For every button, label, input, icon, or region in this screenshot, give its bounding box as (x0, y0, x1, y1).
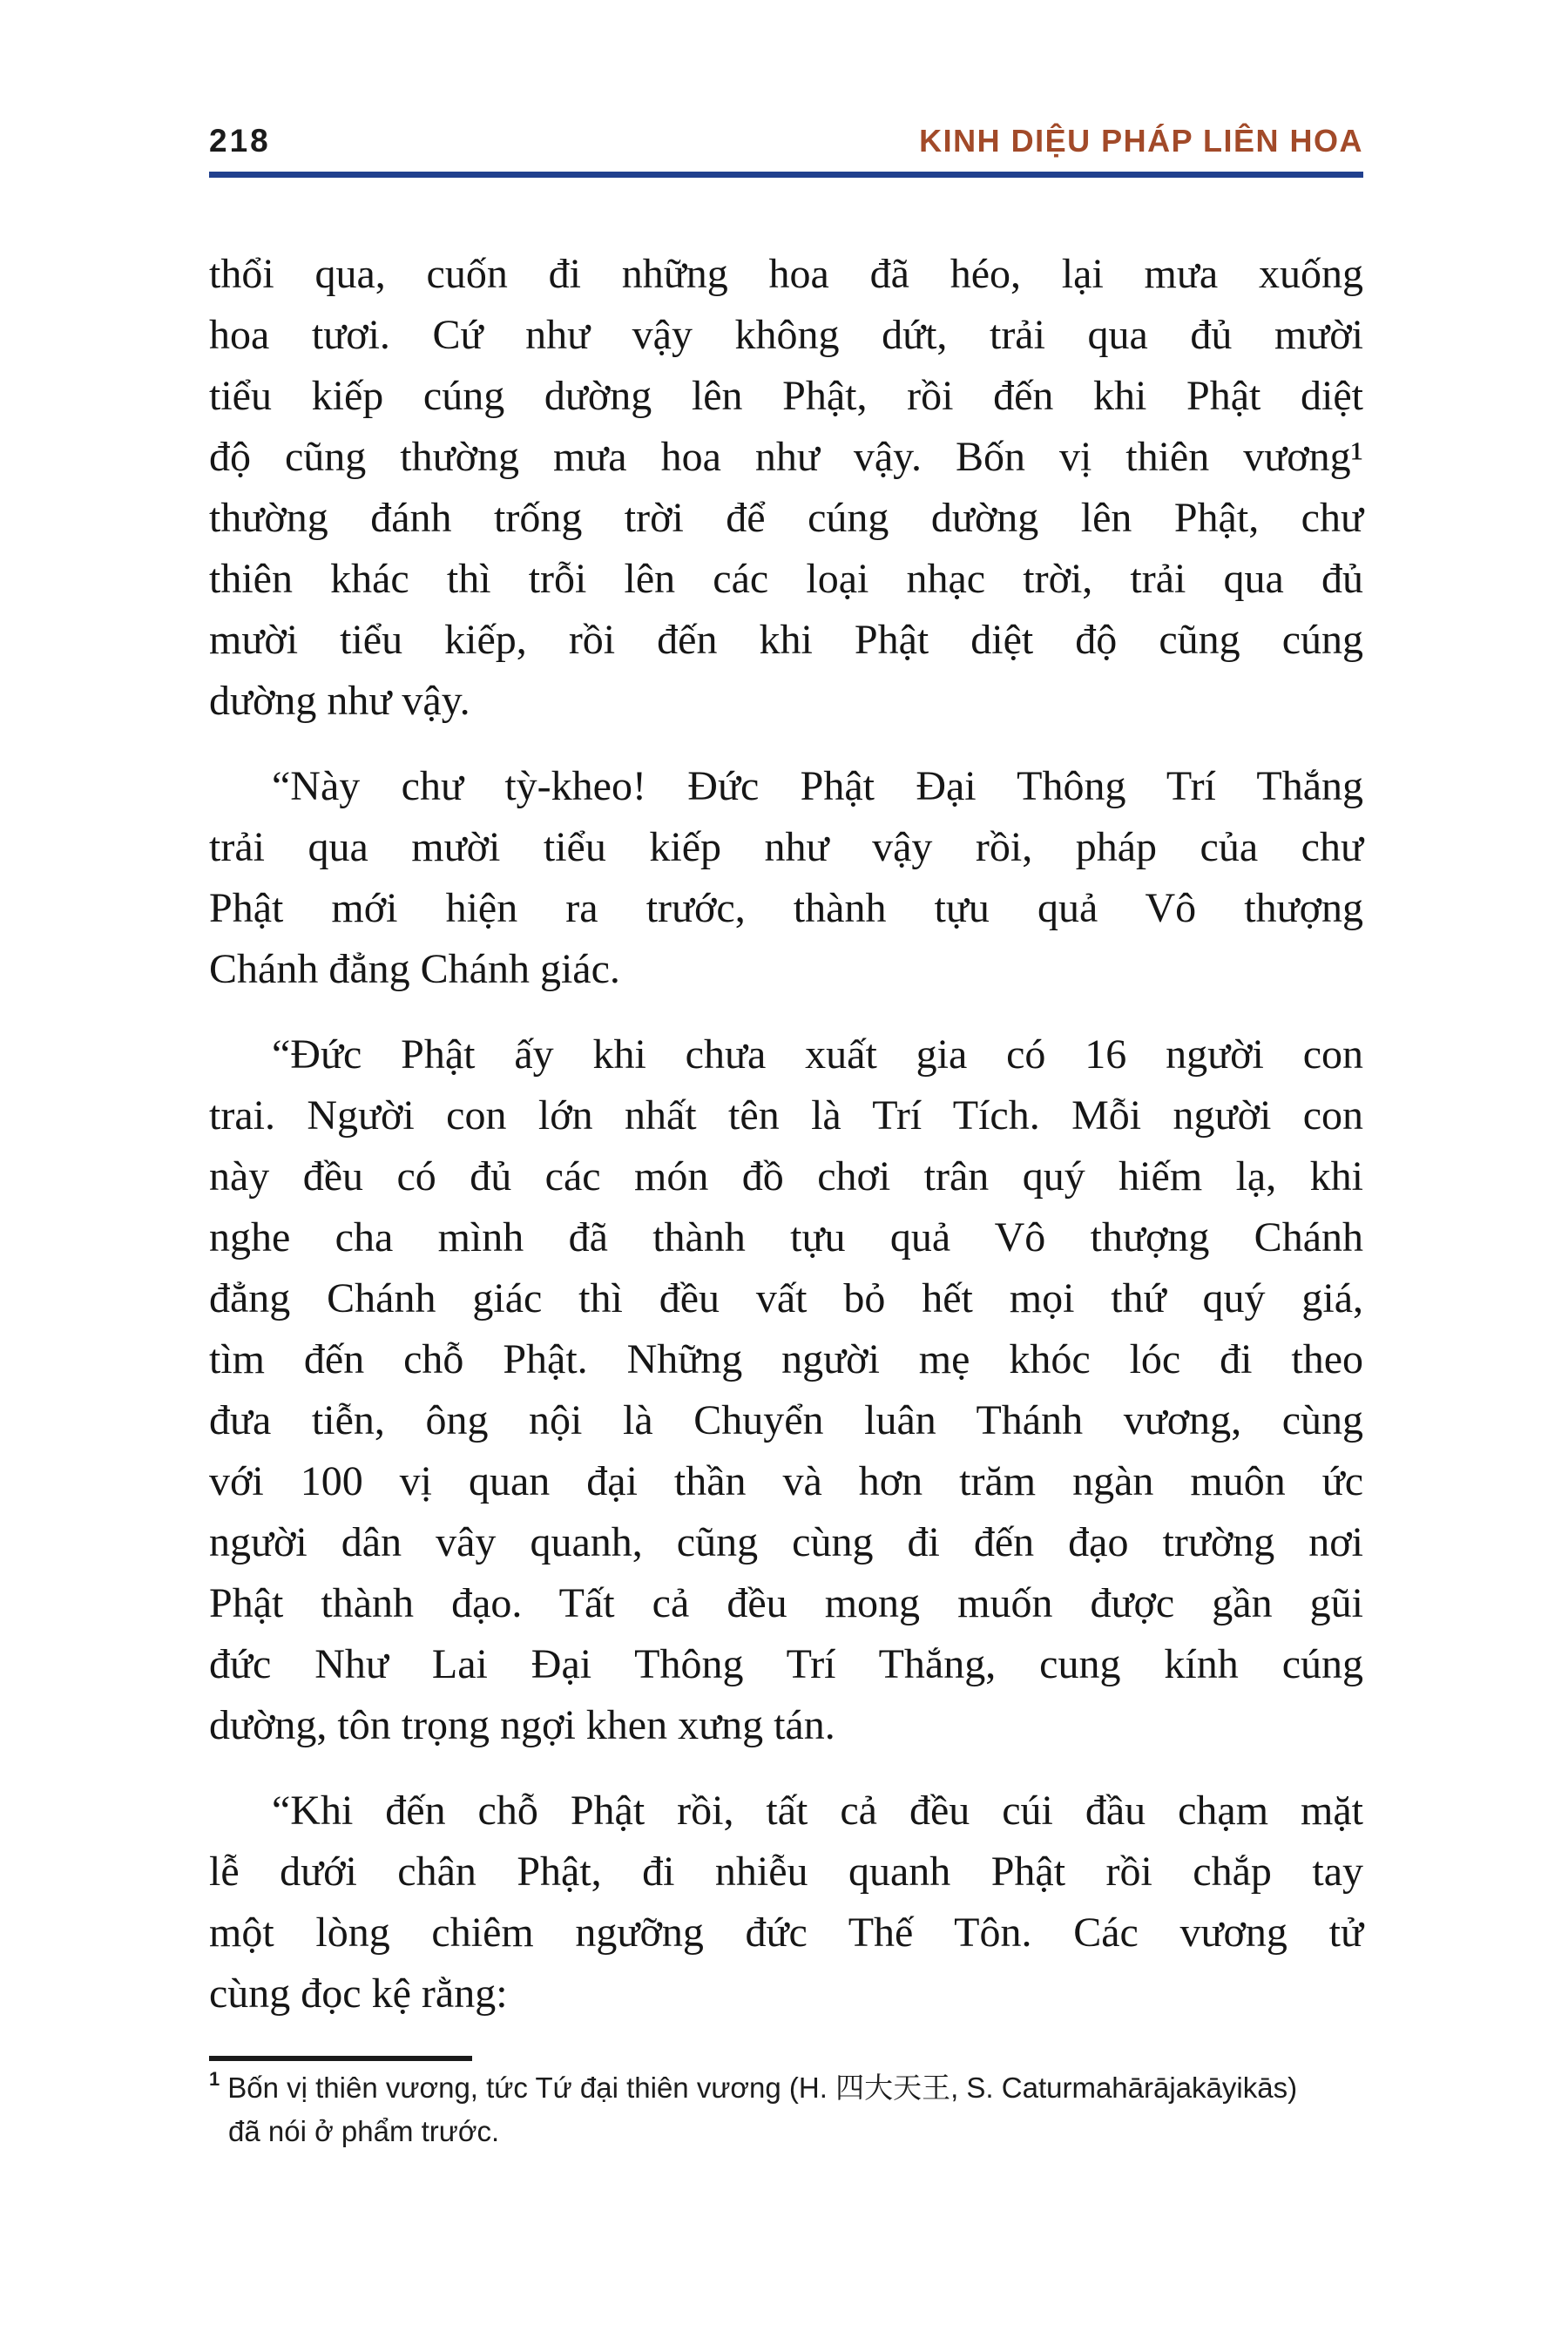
text-line: tìm đến chỗ Phật. Những người mẹ khóc lóc đi theo (209, 1336, 1363, 1382)
text-line: thường đánh trống trời để cúng dường lên Phật, chư (209, 495, 1363, 541)
page-number: 218 (209, 123, 271, 159)
text-line: tiểu kiếp cúng dường lên Phật, rồi đến khi Phật diệt (209, 373, 1363, 419)
text-line: Chánh đẳng Chánh giác. (209, 946, 620, 992)
text-line: thiên khác thì trỗi lên các loại nhạc trời, trải qua đủ (209, 556, 1363, 602)
header-rule (209, 172, 1363, 178)
text-line: dường, tôn trọng ngợi khen xưng tán. (209, 1702, 835, 1748)
text-line: “Khi đến chỗ Phật rồi, tất cả đều cúi đầu chạm mặt (272, 1788, 1363, 1834)
footnote-line: đã nói ở phẩm trước. (228, 2115, 500, 2147)
paragraph (209, 1781, 1363, 2024)
text-line: “Đức Phật ấy khi chưa xuất gia có 16 người con (272, 1031, 1363, 1078)
text-line: dường như vậy. (209, 678, 470, 724)
body-text (209, 244, 1363, 2049)
running-title: KINH DIỆU PHÁP LIÊN HOA (919, 123, 1363, 159)
text-line: Phật thành đạo. Tất cả đều mong muốn được gần gũi (209, 1580, 1363, 1626)
footnote-separator (209, 2056, 472, 2061)
text-line: đức Như Lai Đại Thông Trí Thắng, cung kính cúng (209, 1641, 1363, 1687)
page-header (209, 101, 1363, 157)
footnote (209, 2066, 1381, 2153)
paragraph (209, 244, 1363, 732)
text-line: hoa tươi. Cứ như vậy không dứt, trải qua đủ mười (209, 312, 1363, 358)
text-line: thổi qua, cuốn đi những hoa đã héo, lại mưa xuống (209, 251, 1363, 297)
text-line: một lòng chiêm ngưỡng đức Thế Tôn. Các vương tử (209, 1909, 1363, 1956)
text-line: độ cũng thường mưa hoa như vậy. Bốn vị thiên vương¹ (209, 434, 1363, 480)
text-line: người dân vây quanh, cũng cùng đi đến đạo trường nơi (209, 1519, 1363, 1565)
text-line: với 100 vị quan đại thần và hơn trăm ngàn muôn ức (209, 1458, 1363, 1504)
text-line: mười tiểu kiếp, rồi đến khi Phật diệt độ cũng cúng (209, 617, 1363, 663)
paragraph (209, 1024, 1363, 1756)
text-line: trải qua mười tiểu kiếp như vậy rồi, pháp của chư (209, 824, 1363, 870)
text-line: “Này chư tỳ-kheo! Đức Phật Đại Thông Trí Thắng (272, 763, 1363, 809)
footnote-marker: 1 (209, 2068, 220, 2090)
footnote-text: Bốn vị thiên vương, tức Tứ đại thiên vương (H. 四大天王, S. Caturmahārājakāyikās) (227, 2072, 1298, 2104)
paragraph (209, 756, 1363, 1000)
text-line: đẳng Chánh giác thì đều vất bỏ hết mọi thứ quý giá, (209, 1275, 1363, 1321)
text-line: lễ dưới chân Phật, đi nhiễu quanh Phật rồi chắp tay (209, 1848, 1363, 1895)
text-line: đưa tiễn, ông nội là Chuyển luân Thánh vương, cùng (209, 1397, 1363, 1443)
text-line: nghe cha mình đã thành tựu quả Vô thượng Chánh (209, 1214, 1363, 1260)
text-line: trai. Người con lớn nhất tên là Trí Tích. Mỗi người con (209, 1092, 1363, 1139)
footnote-line (209, 2066, 1381, 2110)
text-line: Phật mới hiện ra trước, thành tựu quả Vô thượng (209, 885, 1363, 931)
text-line: này đều có đủ các món đồ chơi trân quý hiếm lạ, khi (209, 1153, 1363, 1200)
text-line: cùng đọc kệ rằng: (209, 1970, 508, 2017)
